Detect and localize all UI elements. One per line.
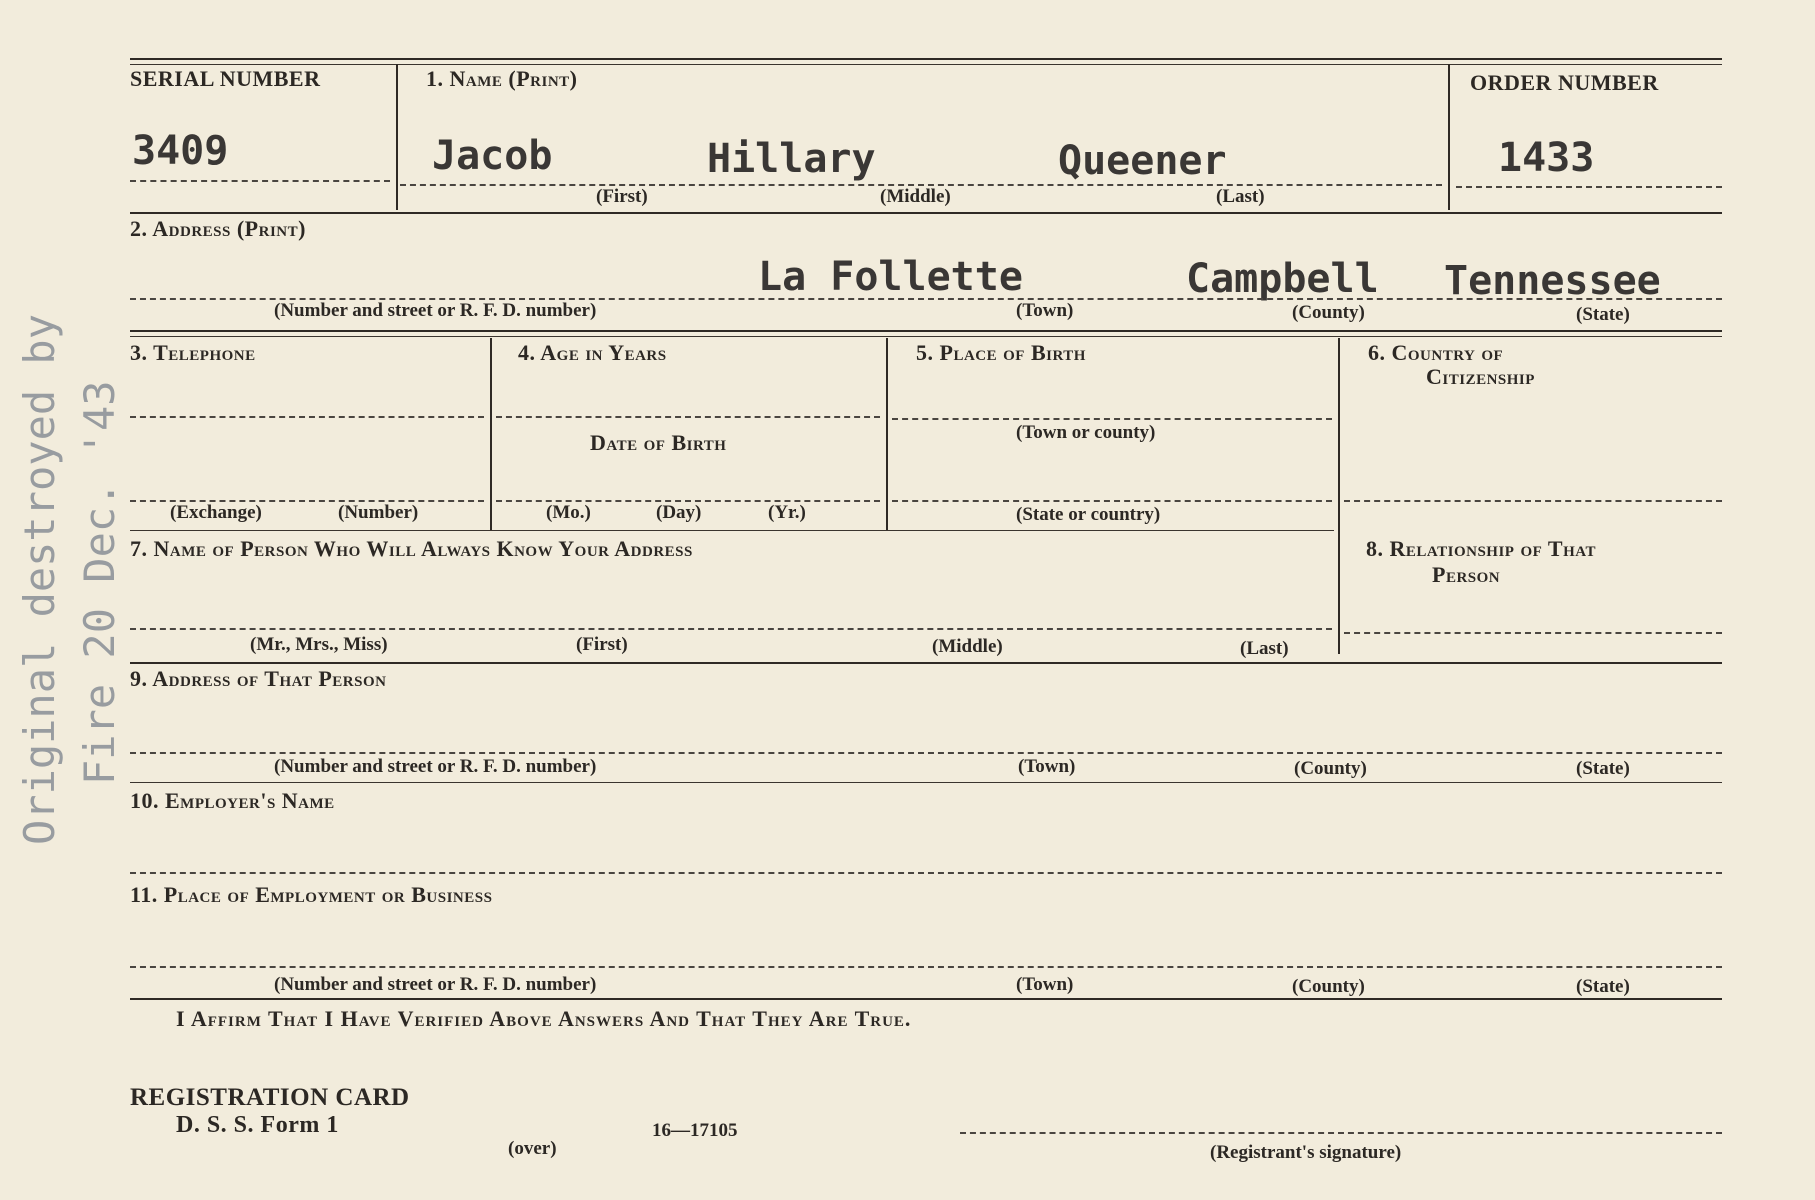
employment-street-caption: (Number and street or R. F. D. number) xyxy=(274,974,597,995)
signature-caption: (Registrant's signature) xyxy=(1210,1142,1402,1163)
signature-line xyxy=(960,1132,1722,1134)
order-number-line xyxy=(1456,186,1722,188)
citizenship-label-2: Citizenship xyxy=(1426,364,1535,389)
employment-state-caption: (State) xyxy=(1576,976,1630,997)
print-code: 16—17105 xyxy=(652,1120,738,1141)
birth-place-line-1 xyxy=(892,418,1332,420)
contact-county-caption: (County) xyxy=(1294,758,1367,779)
telephone-line-1 xyxy=(130,416,484,418)
telephone-exchange-caption: (Exchange) xyxy=(170,502,262,523)
divider-order xyxy=(1448,64,1450,210)
contact-last-caption: (Last) xyxy=(1240,638,1289,659)
relationship-line xyxy=(1344,632,1722,634)
relationship-label-2: Person xyxy=(1432,562,1501,587)
dob-day-caption: (Day) xyxy=(656,502,702,523)
age-line xyxy=(496,416,880,418)
serial-number-line xyxy=(130,180,390,182)
affirmation-text: I Affirm That I Have Verified Above Answers And That They Are True. xyxy=(176,1006,912,1031)
registration-card-title: REGISTRATION CARD xyxy=(130,1084,410,1111)
over-note: (over) xyxy=(508,1138,557,1159)
order-number-value: 1433 xyxy=(1498,135,1595,181)
birth-place-line-2 xyxy=(892,500,1332,502)
address-county-value: Campbell xyxy=(1186,256,1379,302)
contact-first-caption: (First) xyxy=(576,634,628,655)
contact-address-line xyxy=(130,752,1722,754)
citizenship-line xyxy=(1344,500,1722,502)
name-middle-value: Hillary xyxy=(707,136,876,182)
name-first-caption: (First) xyxy=(596,186,648,207)
serial-number-value: 3409 xyxy=(132,128,229,174)
name-middle-caption: (Middle) xyxy=(880,186,951,207)
name-last-value: Queener xyxy=(1058,138,1227,184)
row7-bottom-rule xyxy=(130,662,1722,664)
telephone-label: 3. Telephone xyxy=(130,340,256,365)
dob-month-caption: (Mo.) xyxy=(546,502,591,523)
top-rule-inner xyxy=(130,64,1722,65)
date-of-birth-label: Date of Birth xyxy=(590,430,727,455)
row9-bottom-rule xyxy=(130,782,1722,783)
divider-serial xyxy=(396,64,398,210)
relationship-label: 8. Relationship of That xyxy=(1366,536,1596,561)
row11-bottom-rule xyxy=(130,998,1722,1000)
address-town-caption: (Town) xyxy=(1016,300,1074,321)
stamp-line-2: Fire 20 Dec. '43 xyxy=(75,380,124,785)
employment-town-caption: (Town) xyxy=(1016,974,1074,995)
contact-person-line xyxy=(130,628,1332,630)
row2-bottom-rule-inner xyxy=(130,336,1722,337)
dob-year-caption: (Yr.) xyxy=(768,502,806,523)
contact-street-caption: (Number and street or R. F. D. number) xyxy=(274,756,597,777)
employment-county-caption: (County) xyxy=(1292,976,1365,997)
stamp-line-1: Original destroyed by xyxy=(15,313,64,845)
telephone-number-caption: (Number) xyxy=(338,502,419,523)
row3-bottom-rule xyxy=(130,530,1334,531)
address-county-caption: (County) xyxy=(1292,302,1365,323)
employment-place-line xyxy=(130,966,1722,968)
serial-number-label: SERIAL NUMBER xyxy=(130,66,321,91)
top-rule xyxy=(130,58,1722,60)
address-state-value: Tennessee xyxy=(1444,258,1661,304)
place-of-birth-label: 5. Place of Birth xyxy=(916,340,1086,365)
row1-bottom-rule xyxy=(130,212,1722,214)
employment-place-label: 11. Place of Employment or Business xyxy=(130,882,493,907)
divider-age xyxy=(886,338,888,530)
contact-person-label: 7. Name of Person Who Will Always Know Your Address xyxy=(130,536,693,561)
citizenship-label: 6. Country of xyxy=(1368,340,1504,365)
destroyed-stamp xyxy=(10,314,130,845)
row2-bottom-rule xyxy=(130,330,1722,332)
contact-state-caption: (State) xyxy=(1576,758,1630,779)
employer-name-line xyxy=(130,872,1722,874)
contact-title-caption: (Mr., Mrs., Miss) xyxy=(250,634,388,655)
birth-town-caption: (Town or county) xyxy=(1016,422,1156,443)
name-label: 1. Name (Print) xyxy=(426,66,578,91)
address-town-value: La Follette xyxy=(758,254,1023,300)
contact-middle-caption: (Middle) xyxy=(932,636,1003,657)
employer-name-label: 10. Employer's Name xyxy=(130,788,335,813)
contact-address-label: 9. Address of That Person xyxy=(130,666,387,691)
divider-citizenship xyxy=(1338,338,1340,654)
name-first-value: Jacob xyxy=(432,133,553,179)
address-label: 2. Address (Print) xyxy=(130,216,306,241)
address-street-caption: (Number and street or R. F. D. number) xyxy=(274,300,597,321)
age-label: 4. Age in Years xyxy=(518,340,667,365)
contact-town-caption: (Town) xyxy=(1018,756,1076,777)
birth-state-caption: (State or country) xyxy=(1016,504,1161,525)
address-state-caption: (State) xyxy=(1576,304,1630,325)
divider-telephone xyxy=(490,338,492,530)
order-number-label: ORDER NUMBER xyxy=(1470,70,1659,95)
form-number: D. S. S. Form 1 xyxy=(176,1112,339,1138)
name-last-caption: (Last) xyxy=(1216,186,1265,207)
